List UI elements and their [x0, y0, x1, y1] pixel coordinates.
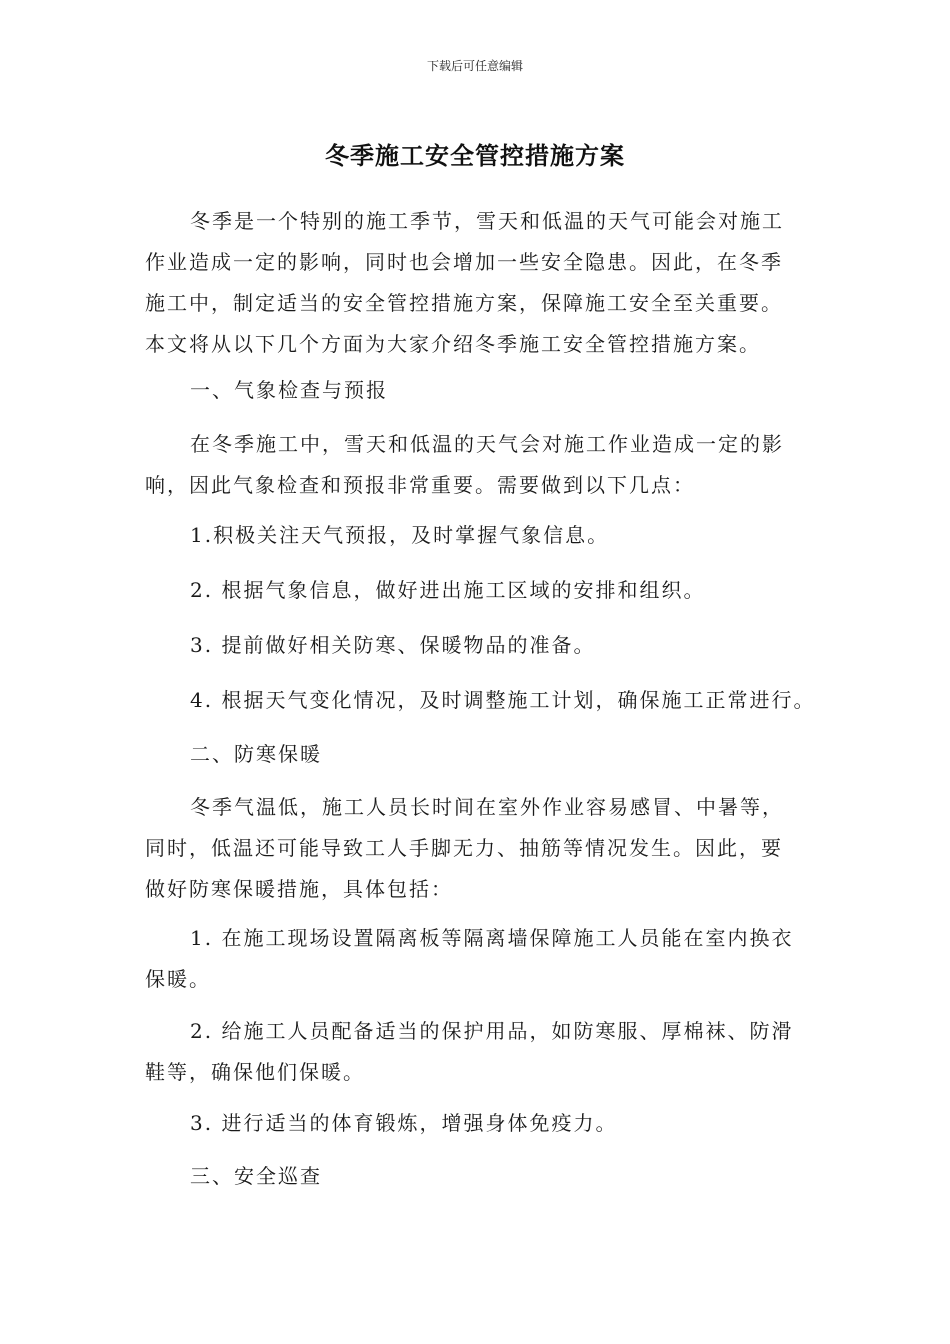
text-line: 保暖。 [145, 967, 211, 991]
list-item [145, 680, 825, 721]
heading-text: 一、气象检查与预报 [190, 378, 388, 402]
list-item [145, 1103, 825, 1144]
section-paragraph [145, 424, 825, 506]
section-heading [145, 734, 825, 775]
text-line: 4. 根据天气变化情况，及时调整施工计划，确保施工正常进行。 [190, 688, 816, 712]
text-line: 鞋等，确保他们保暖。 [145, 1060, 365, 1084]
heading-text: 二、防寒保暖 [190, 742, 322, 766]
section-heading [145, 370, 825, 411]
text-line: 同时，低温还可能导致工人手脚无力、抽筋等情况发生。因此，要 [145, 836, 783, 860]
list-item [145, 515, 825, 556]
text-line: 在冬季施工中，雪天和低温的天气会对施工作业造成一定的影 [190, 432, 784, 456]
document-title: 冬季施工安全管控措施方案 [325, 142, 625, 170]
text-line: 本文将从以下几个方面为大家介绍冬季施工安全管控措施方案。 [145, 332, 761, 356]
text-line: 冬季是一个特别的施工季节，雪天和低温的天气可能会对施工 [190, 209, 784, 233]
text-line: 冬季气温低，施工人员长时间在室外作业容易感冒、中暑等， [190, 795, 784, 819]
text-line: 1. 在施工现场设置隔离板等隔离墙保障施工人员能在室内换衣 [190, 926, 794, 950]
text-line: 做好防寒保暖措施，具体包括： [145, 877, 453, 901]
text-line: 3. 进行适当的体育锻炼，增强身体免疫力。 [190, 1111, 618, 1135]
list-item [145, 625, 825, 666]
header-note: 下载后可任意编辑 [426, 59, 523, 73]
list-item [145, 1011, 825, 1093]
intro-paragraph [145, 201, 825, 365]
text-line: 1.积极关注天气预报，及时掌握气象信息。 [190, 523, 610, 547]
list-item [145, 918, 825, 1000]
list-item [145, 570, 825, 611]
text-line: 2. 给施工人员配备适当的保护用品，如防寒服、厚棉袜、防滑 [190, 1019, 794, 1043]
text-line: 施工中，制定适当的安全管控措施方案，保障施工安全至关重要。 [145, 291, 783, 315]
section-heading [145, 1156, 825, 1197]
text-line: 作业造成一定的影响，同时也会增加一些安全隐患。因此，在冬季 [145, 250, 783, 274]
text-line: 3. 提前做好相关防寒、保暖物品的准备。 [190, 633, 596, 657]
text-line: 响，因此气象检查和预报非常重要。需要做到以下几点： [145, 473, 695, 497]
heading-text: 三、安全巡查 [190, 1164, 322, 1188]
section-paragraph [145, 787, 825, 910]
text-line: 2. 根据气象信息，做好进出施工区域的安排和组织。 [190, 578, 706, 602]
